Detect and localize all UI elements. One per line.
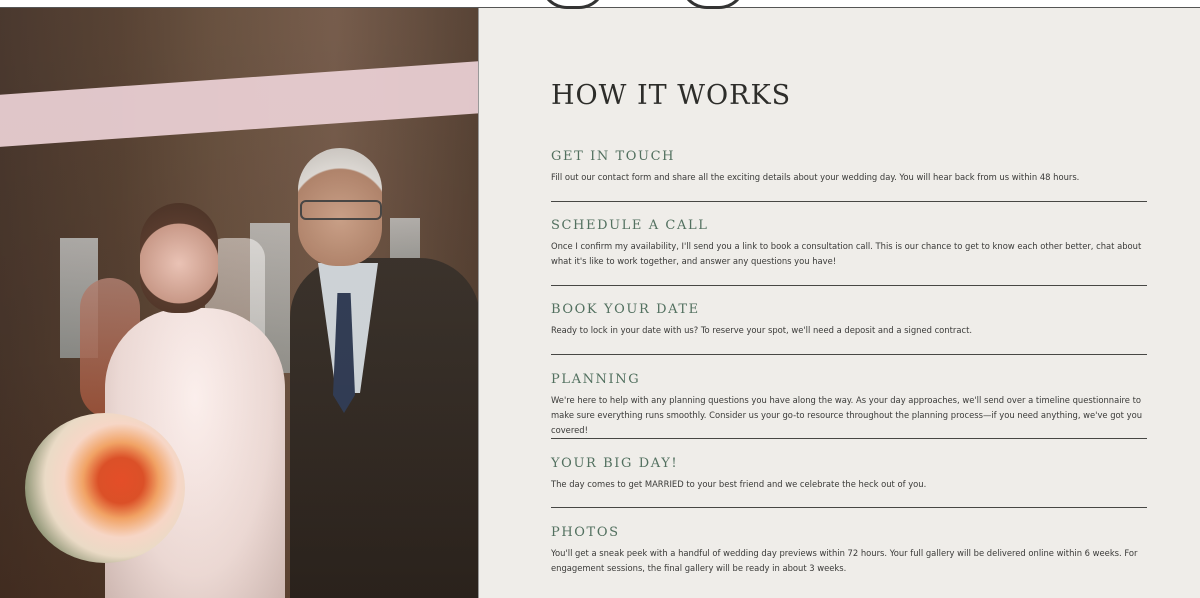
step-planning bbox=[551, 372, 1147, 438]
step-heading: BOOK YOUR DATE bbox=[551, 302, 700, 317]
photo-haze bbox=[0, 8, 478, 598]
step-book-your-date bbox=[551, 302, 1147, 338]
step-schedule-a-call bbox=[551, 218, 1147, 269]
divider bbox=[551, 201, 1147, 202]
step-body: We're here to help with any planning questions you have along the way. As your day approaches, we'll send over a timeline questionnaire to make sure everything runs smoothly. Consider us your go-to resource throughout the planning process—if you need anything, we've got you covered! bbox=[551, 395, 1143, 435]
step-heading: PLANNING bbox=[551, 372, 641, 387]
top-strip bbox=[0, 0, 1200, 8]
step-heading: SCHEDULE A CALL bbox=[551, 218, 709, 233]
wedding-photo bbox=[0, 8, 479, 598]
step-heading: GET IN TOUCH bbox=[551, 149, 676, 164]
step-body: Fill out our contact form and share all the exciting details about your wedding day. You will hear back from us within 48 hours. bbox=[551, 172, 1080, 182]
step-body: Ready to lock in your date with us? To reserve your spot, we'll need a deposit and a signed contract. bbox=[551, 325, 973, 335]
divider bbox=[551, 285, 1147, 286]
ring-decoration bbox=[680, 0, 746, 9]
step-body: Once I confirm my availability, I'll send you a link to book a consultation call. This is our chance to get to know each other better, chat about what it's like to work together, and answer any questions you have! bbox=[551, 241, 1142, 266]
divider bbox=[551, 354, 1147, 355]
step-get-in-touch bbox=[551, 149, 1147, 185]
step-heading: PHOTOS bbox=[551, 525, 620, 540]
page-title: HOW IT WORKS bbox=[551, 80, 792, 111]
step-body: The day comes to get MARRIED to your best friend and we celebrate the heck out of you. bbox=[551, 479, 927, 489]
step-photos bbox=[551, 525, 1147, 576]
step-heading: YOUR BIG DAY! bbox=[551, 456, 679, 471]
ring-decoration bbox=[540, 0, 606, 9]
divider bbox=[551, 438, 1147, 439]
step-your-big-day bbox=[551, 456, 1147, 492]
step-body: You'll get a sneak peek with a handful of wedding day previews within 72 hours. Your full gallery will be delivered online within 6 weeks. For engagement sessions, the final gallery will be ready in about 3 weeks. bbox=[551, 548, 1138, 573]
divider bbox=[551, 507, 1147, 508]
